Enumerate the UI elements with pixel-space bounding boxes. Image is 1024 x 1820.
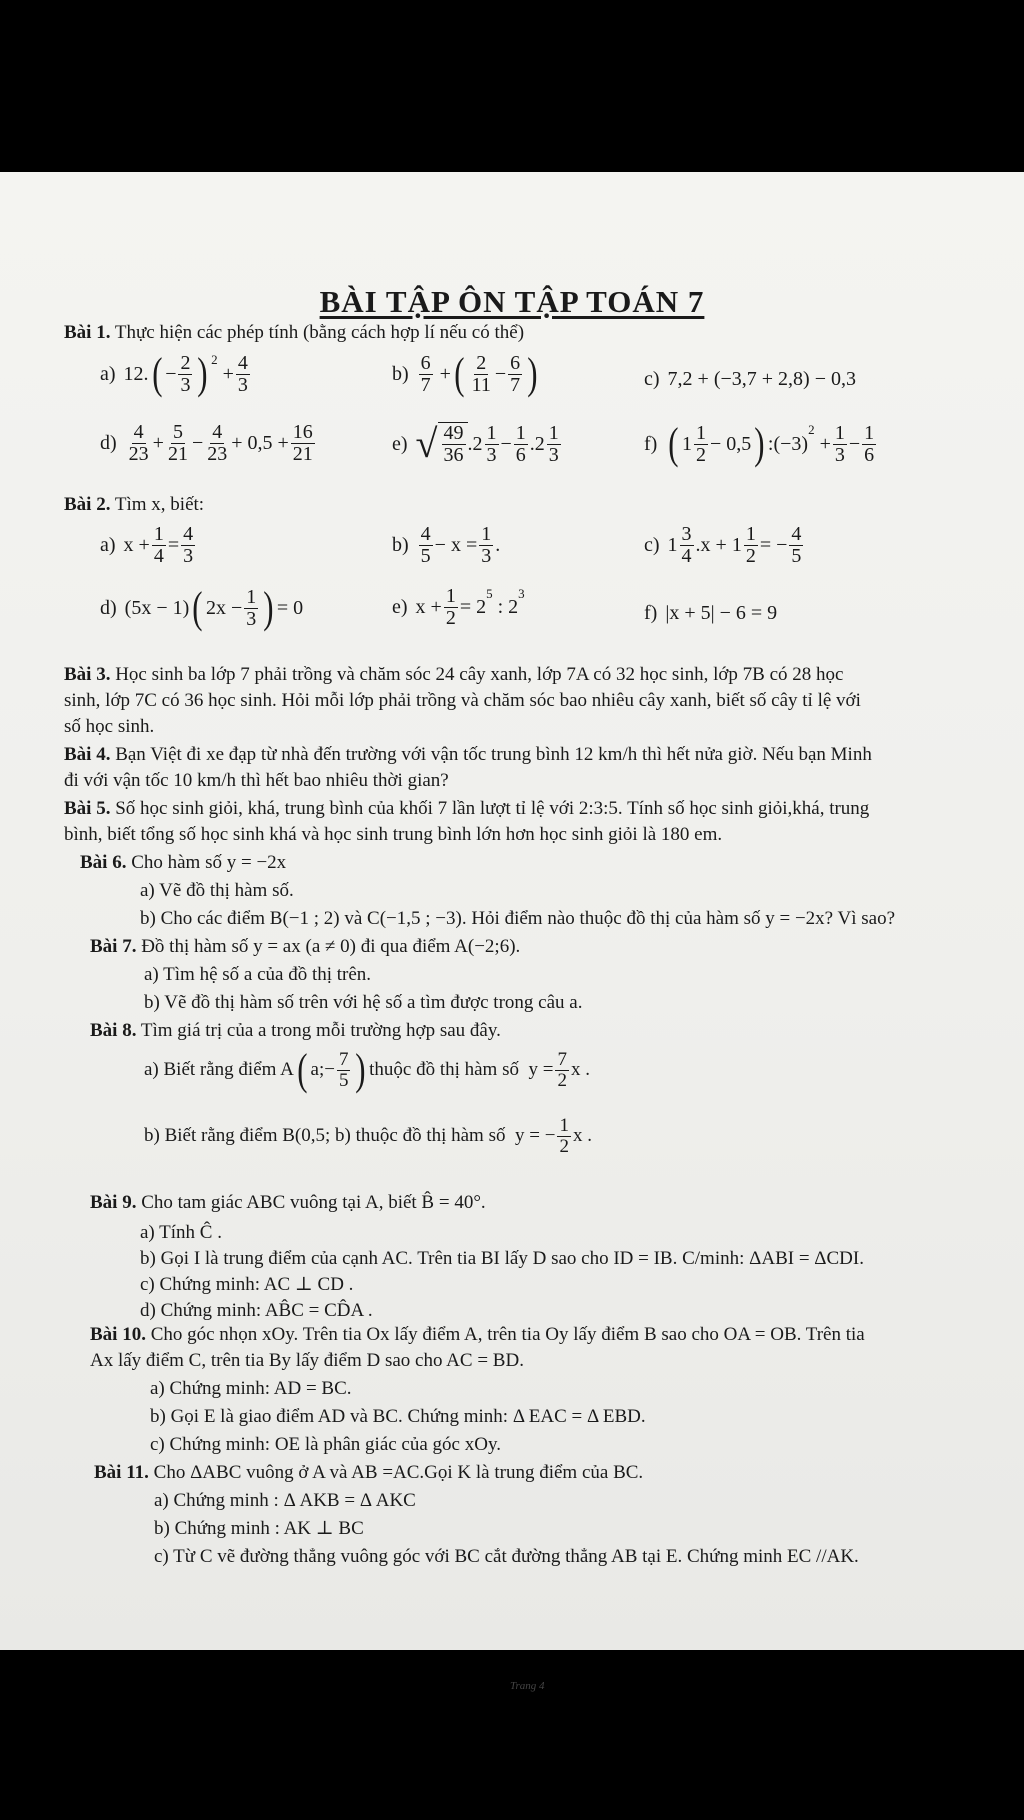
bai2-heading: Bài 2. Tìm x, biết:	[64, 494, 205, 515]
bai11-c: c) Từ C vẽ đường thẳng vuông góc với BC cắt đường thẳng AB tại E. Chứng minh EC //AK.	[154, 1546, 859, 1567]
bai6-heading: Bài 6. Cho hàm số y = −2x	[80, 852, 287, 873]
bai7-heading: Bài 7. Đồ thị hàm số y = ax (a ≠ 0) đi qua điểm A(−2;6).	[90, 936, 521, 957]
bai6-b: b) Cho các điểm B(−1 ; 2) và C(−1,5 ; −3). Hỏi điểm nào thuộc đồ thị của hàm số y = −2x? Vì sao?	[140, 908, 896, 929]
bai10-c: c) Chứng minh: OE là phân giác của góc xOy.	[150, 1434, 501, 1455]
bai8-a: a) Biết rằng điểm A ( a;− $\frac{7}{5}$ ) thuộc đồ thị hàm số y = $\frac{7}{2}$ x .	[144, 1045, 590, 1094]
bai5-line1: Bài 5. Số học sinh giỏi, khá, trung bình của khối 7 lần lượt tỉ lệ với 2:3:5. Tính số học sinh giỏi,khá, trung	[64, 798, 870, 819]
page-title: BÀI TẬP ÔN TẬP TOÁN 7	[319, 284, 705, 319]
bai2-e-expression: e) x + $\frac{1}{2}$ = 2 5 : 2 3	[392, 585, 525, 629]
bai8-b: b) Biết rằng điểm B(0,5; b) thuộc đồ thị hàm số y = − $\frac{1}{2}$ x .	[144, 1115, 592, 1157]
worksheet-page	[0, 172, 1024, 1692]
bai3-line1: Bài 3. Học sinh ba lớp 7 phải trồng và chăm sóc 24 cây xanh, lớp 7A có 32 học sinh, lớp 7B có 28 học	[64, 664, 844, 685]
bai10-line1: Bài 10. Cho góc nhọn xOy. Trên tia Ox lấy điểm A, trên tia Oy lấy điểm B sao cho OA = OB. Trên tia	[90, 1324, 865, 1345]
bai3-line2: sinh, lớp 7C có 36 học sinh. Hỏi mỗi lớp phải trồng và chăm sóc bao nhiêu cây xanh, biết số cây tỉ lệ với	[64, 690, 861, 711]
bai2-c-expression: c) 1 $\frac{3}{4}$ .x + 1 $\frac{1}{2}$ = − $\frac{4}{5}$	[644, 523, 802, 567]
bai6-a: a) Vẽ đồ thị hàm số.	[140, 880, 294, 901]
bai1-e-expression: e) √ $\frac{49}{36}$ .2 $\frac{1}{3}$ − $\frac{1}{6}$ .2 $\frac{1}{3}$	[392, 421, 559, 466]
bai3-line3: số học sinh.	[64, 716, 155, 737]
page-number: Trang 4	[510, 1680, 545, 1692]
bai9-c: c) Chứng minh: AC ⊥ CD .	[140, 1274, 354, 1295]
bai8-heading: Bài 8. Tìm giá trị của a trong mỗi trường hợp sau đây.	[90, 1020, 501, 1041]
bai1-a-expression: a) 12. ( − $\frac{2}{3}$ ) 2 + $\frac{4}{3}$	[100, 349, 248, 398]
bai1-f-expression: f) ( 1 $\frac{1}{2}$ − 0,5 ) :(−3) 2 + $\frac{1}{3}$ − $\frac{1}{6}$	[644, 419, 875, 468]
bai10-b: b) Gọi E là giao điểm AD và BC. Chứng minh: Δ EAC = Δ EBD.	[150, 1406, 646, 1427]
bai2-b-expression: b) $\frac{4}{5}$ − x = $\frac{1}{3}$ .	[392, 523, 501, 567]
bai2-f-expression: f) |x + 5| − 6 = 9	[644, 602, 778, 624]
bai1-d-expression: d) $\frac{4}{23}$ + $\frac{5}{21}$ − $\frac{4}{23}$ + 0,5 + $\frac{16}{21}$	[100, 421, 313, 465]
bai2-a-expression: a) x + $\frac{1}{4}$ = $\frac{4}{3}$	[100, 523, 194, 567]
bai9-heading: Bài 9. Cho tam giác ABC vuông tại A, biết B̂ = 40°.	[90, 1192, 486, 1213]
bai9-d: d) Chứng minh: AB̂C = CD̂A .	[140, 1300, 373, 1321]
bai1-b-expression: b) $\frac{6}{7}$ + ( $\frac{2}{11}$ − $\frac{6}{7}$ )	[392, 349, 538, 398]
bai11-a: a) Chứng minh : Δ AKB = Δ AKC	[154, 1490, 416, 1511]
bai2-d-expression: d) (5x − 1) ( 2x − $\frac{1}{3}$ ) = 0	[100, 583, 304, 632]
bai10-a: a) Chứng minh: AD = BC.	[150, 1378, 352, 1399]
bai7-a: a) Tìm hệ số a của đồ thị trên.	[144, 964, 372, 985]
bai9-a: a) Tính Ĉ .	[140, 1222, 222, 1243]
bai1-heading: Bài 1. Thực hiện các phép tính (bằng cách hợp lí nếu có thể)	[64, 322, 525, 343]
bai4-line2: đi với vận tốc 10 km/h thì hết bao nhiêu thời gian?	[64, 770, 449, 791]
bai1-c-expression: c) 7,2 + (−3,7 + 2,8) − 0,3	[644, 368, 856, 390]
bai11-heading: Bài 11. Cho ΔABC vuông ở A và AB =AC.Gọi K là trung điểm của BC.	[94, 1462, 644, 1483]
bai9-b: b) Gọi I là trung điểm của cạnh AC. Trên tia BI lấy D sao cho ID = IB. C/minh: ΔABI = ΔCDI.	[140, 1248, 864, 1269]
bai4-line1: Bài 4. Bạn Việt đi xe đạp từ nhà đến trường với vận tốc trung bình 12 km/h thì hết nửa giờ. Nếu bạn Minh	[64, 744, 872, 765]
bai7-b: b) Vẽ đồ thị hàm số trên với hệ số a tìm được trong câu a.	[144, 992, 583, 1013]
bai10-line2: Ax lấy điểm C, trên tia By lấy điểm D sao cho AC = BD.	[90, 1350, 524, 1371]
bai5-line2: bình, biết tổng số học sinh khá và học sinh trung bình lớn hơn học sinh giỏi là 180 em.	[64, 824, 723, 845]
bai11-b: b) Chứng minh : AK ⊥ BC	[154, 1518, 364, 1539]
